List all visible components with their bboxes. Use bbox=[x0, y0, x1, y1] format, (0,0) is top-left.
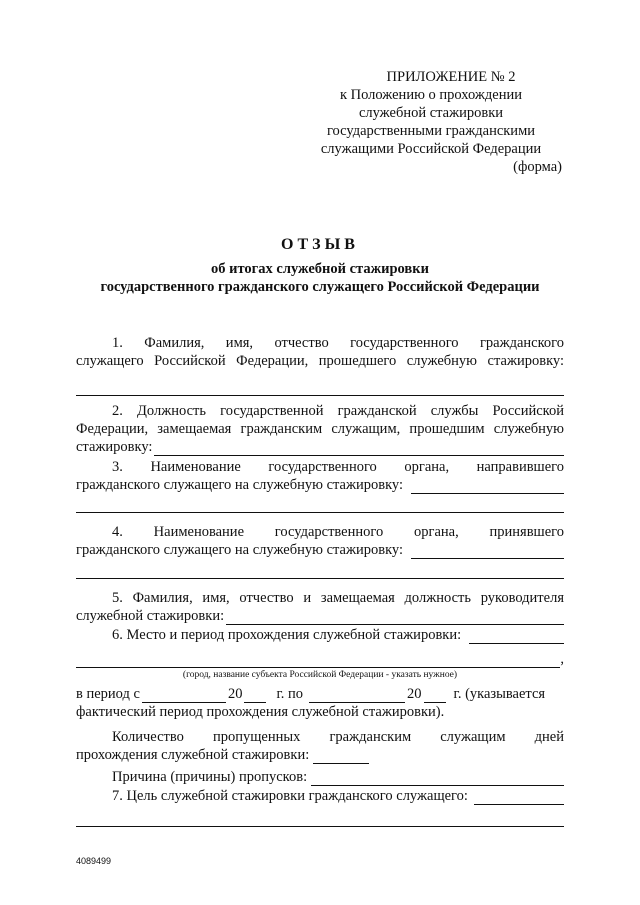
appendix-title: ПРИЛОЖЕНИЕ № 2 bbox=[386, 69, 516, 85]
item-6-place-field[interactable] bbox=[76, 653, 560, 668]
period-end-field[interactable] bbox=[309, 688, 405, 703]
appendix-line: служащими Российской Федерации bbox=[320, 141, 542, 157]
appendix-line: к Положению о прохождении bbox=[339, 87, 523, 103]
period-year-prefix: 20 bbox=[407, 686, 422, 702]
document-title: ОТЗЫВ bbox=[281, 236, 359, 253]
item-4-field-extra[interactable] bbox=[76, 577, 564, 579]
item-2-label: стажировку: bbox=[76, 439, 153, 455]
item-6-comma: , bbox=[560, 651, 564, 667]
reason-field[interactable] bbox=[311, 771, 564, 786]
item-2-text: 2. Должность государственной гражданской службы Российской bbox=[112, 403, 564, 419]
item-5-text: 5. Фамилия, имя, отчество и замещаемая должность руководителя bbox=[112, 590, 564, 606]
item-7-field[interactable] bbox=[474, 790, 564, 805]
period-label: в период с bbox=[76, 686, 140, 702]
period-to-label: г. по bbox=[276, 686, 304, 702]
item-1-text: 1. Фамилия, имя, отчество государственного гражданского bbox=[112, 335, 564, 351]
document-subtitle bbox=[0, 260, 640, 296]
period-start-field[interactable] bbox=[142, 688, 226, 703]
subtitle-line: государственного гражданского служащего Российской Федерации bbox=[100, 279, 540, 295]
reason-label: Причина (причины) пропусков: bbox=[112, 769, 308, 785]
item-6-field[interactable] bbox=[469, 629, 564, 644]
item-6-label: 6. Место и период прохождения служебной стажировки: bbox=[112, 627, 462, 643]
item-3-label: гражданского служащего на служебную стажировку: bbox=[76, 477, 404, 493]
missed-days-text: Количество пропущенных гражданским служащим дней bbox=[112, 729, 564, 745]
item-3-field[interactable] bbox=[411, 479, 564, 494]
period-text: фактический период прохождения служебной стажировки). bbox=[76, 704, 445, 720]
missed-days-field[interactable] bbox=[313, 749, 369, 764]
item-5-field[interactable] bbox=[226, 610, 564, 625]
item-3-text: 3. Наименование государственного органа, направившего bbox=[112, 459, 564, 475]
form-body bbox=[76, 334, 564, 827]
subtitle-line: об итогах служебной стажировки bbox=[211, 261, 429, 277]
appendix-form-label: (форма) bbox=[513, 159, 562, 175]
item-7-label: 7. Цель служебной стажировки гражданского служащего: bbox=[112, 788, 468, 804]
period-end-year-field[interactable] bbox=[424, 688, 446, 703]
document-number: 4089499 bbox=[76, 856, 112, 866]
item-7-field-extra[interactable] bbox=[76, 825, 564, 827]
period-year-prefix: 20 bbox=[227, 686, 243, 702]
period-start-year-field[interactable] bbox=[244, 688, 266, 703]
item-2-field[interactable] bbox=[154, 441, 564, 456]
item-1-text: служащего Российской Федерации, прошедшего служебную стажировку: bbox=[76, 353, 564, 369]
item-5-label: служебной стажировки: bbox=[76, 608, 225, 624]
item-4-label: гражданского служащего на служебную стажировку: bbox=[76, 542, 404, 558]
missed-days-label: прохождения служебной стажировки: bbox=[76, 747, 310, 763]
appendix-block bbox=[300, 68, 562, 176]
appendix-line: служебной стажировки bbox=[358, 105, 504, 121]
item-1-field[interactable] bbox=[76, 394, 564, 396]
item-2-text: Федерации, замещаемая гражданским служащим, прошедшим служебную bbox=[76, 421, 564, 437]
appendix-line: государственными гражданскими bbox=[326, 123, 536, 139]
period-note: г. (указывается bbox=[453, 686, 546, 702]
item-3-field-extra[interactable] bbox=[76, 511, 564, 513]
item-4-field[interactable] bbox=[411, 544, 564, 559]
item-6-note: (город, название субъекта Российской Федерации - указать нужное) bbox=[182, 670, 458, 680]
item-4-text: 4. Наименование государственного органа, принявшего bbox=[112, 524, 564, 540]
